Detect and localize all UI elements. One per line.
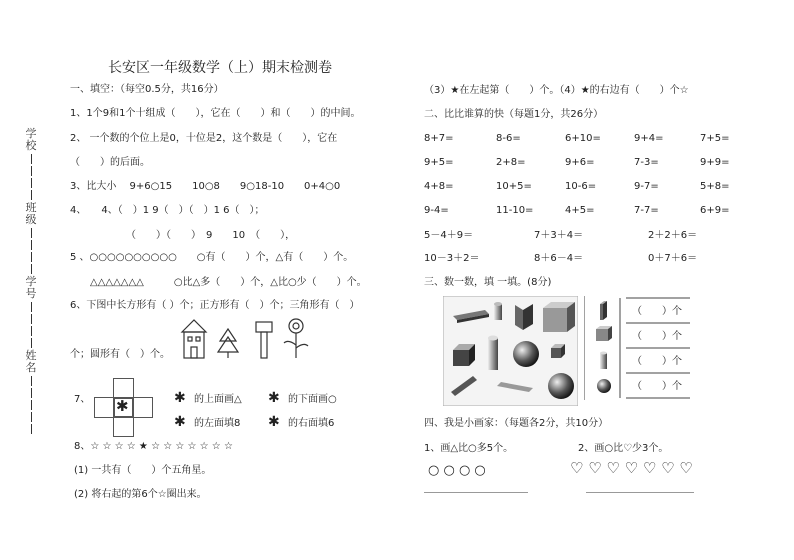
section-4-heading: 四、我是小画家：（每题各2分，共10分） — [424, 418, 609, 429]
count-slot: （ ）个 — [632, 331, 682, 342]
calc-item: 9+9= — [700, 157, 730, 168]
calc-item: 11-10= — [496, 205, 534, 216]
maple-leaf-icon: ✱ — [174, 390, 186, 406]
calc-item: 8-6= — [496, 133, 521, 144]
cube-3d — [596, 326, 612, 341]
question-2-line-2: （ ）的后面。 — [70, 157, 150, 168]
sphere-3d — [548, 373, 574, 399]
cylinder-3d — [494, 302, 502, 320]
chain-item: 0＋7＋6＝ — [648, 253, 698, 264]
calc-item: 9+4= — [634, 133, 664, 144]
question-7-right: 的右面填6 — [288, 418, 335, 429]
maple-leaf-icon: ✱ — [268, 414, 280, 430]
draw-question-1: 1、画△比○多5个。 — [424, 443, 514, 454]
question-8-stars: 8、☆ ☆ ☆ ☆ ★ ☆ ☆ ☆ ☆ ☆ ☆ ☆ — [74, 441, 233, 452]
page-title: 长安区一年级数学（上）期末检测卷 — [108, 60, 332, 76]
sphere-3d — [513, 341, 539, 367]
question-5-line-2: △△△△△△△ ○比△多（ ）个，△比○少（ ）个。 — [90, 277, 367, 288]
calc-item: 8+7= — [424, 133, 454, 144]
maple-leaf-icon: ✱ — [174, 414, 186, 430]
calc-item: 7-7= — [634, 205, 659, 216]
question-1: 1、1个9和1个十组成（ ），它在（ ）和（ ）的中间。 — [70, 108, 361, 119]
question-7-label: 7、 — [74, 394, 91, 405]
calc-item: 6+10= — [565, 133, 601, 144]
maple-leaf-icon: ✱ — [268, 390, 280, 406]
section-3-heading: 三、数一数，填 一填。(8分) — [424, 277, 552, 288]
cuboid-3d — [600, 301, 607, 320]
calc-item: 7+5= — [700, 133, 730, 144]
chain-item: 2＋2＋6＝ — [648, 230, 698, 241]
question-8-part-1: (1) 一共有（ ）个五角星。 — [74, 465, 212, 476]
house-figure — [182, 320, 206, 358]
shapes-figures — [178, 317, 320, 361]
calc-item: 9+5= — [424, 157, 454, 168]
calc-item: 10+5= — [496, 181, 532, 192]
maple-leaf-icon: ✱ — [116, 397, 129, 415]
side-label-class: 班级 — [25, 201, 37, 226]
circle-shapes: ○ ○ ○ ○ — [428, 463, 486, 478]
side-label-number: 学号 — [25, 275, 37, 300]
flower-figure — [284, 319, 308, 358]
side-label-name: 姓名 — [25, 349, 37, 374]
question-4-line-2: （ ）（ ） 9 10 （ ）， — [126, 230, 296, 241]
sphere-3d — [597, 379, 611, 393]
section-2-heading: 二、比比谁算的快（每题1分，共26分） — [424, 109, 604, 120]
calc-item: 10-6= — [565, 181, 597, 192]
side-binding-labels — [22, 128, 40, 436]
calc-item: 4+8= — [424, 181, 454, 192]
calc-item: 2+8= — [496, 157, 526, 168]
count-slot: （ ）个 — [632, 381, 682, 392]
question-5-line-1: 5 、○○○○○○○○○○ ○有（ ）个，△有（ ）个。 — [70, 252, 354, 263]
question-7-above: 的上面画△ — [194, 394, 242, 405]
chain-item: 8＋6－4＝ — [534, 253, 584, 264]
calc-item: 4+5= — [565, 205, 595, 216]
cube-3d — [551, 344, 565, 358]
cylinder-3d — [600, 352, 607, 370]
question-7-below: 的下面画○ — [288, 394, 337, 405]
chain-item: 10－3＋2＝ — [424, 253, 480, 264]
chain-item: 7＋3＋4＝ — [534, 230, 584, 241]
question-8-part-3-4: （3）★在左起第（ ）个。（4）★的右边有（ ）个☆ — [424, 85, 689, 96]
section-1-heading: 一、填空：（每空0.5分，共16分） — [70, 84, 224, 95]
calc-item: 7-3= — [634, 157, 659, 168]
question-3: 3、比大小 9+6○15 10○8 9○18-10 0+4○0 — [70, 181, 341, 192]
calc-item: 5+8= — [700, 181, 730, 192]
heart-shapes: ♡ ♡ ♡ ♡ ♡ ♡ ♡ — [570, 459, 693, 477]
hammer-figure — [256, 322, 272, 358]
tree-figure — [218, 329, 238, 358]
cube-3d — [453, 344, 475, 366]
calc-item: 9-4= — [424, 205, 449, 216]
count-slot: （ ）个 — [632, 356, 682, 367]
cylinder-3d — [488, 336, 498, 371]
calc-item: 9+6= — [565, 157, 595, 168]
cube-3d — [543, 302, 575, 332]
count-slot: （ ）个 — [632, 306, 682, 317]
calc-item: 6+9= — [700, 205, 730, 216]
question-2-line-1: 2、 一个数的个位上是0，十位是2，这个数是（ ），它在 — [70, 133, 338, 144]
solids-picture — [443, 296, 578, 406]
side-label-school: 学校 — [25, 127, 37, 152]
calc-item: 9-7= — [634, 181, 659, 192]
question-4-line-1: 4、 4、（ ）1 9（ ）（ ）1 6（ ）； — [70, 205, 265, 216]
question-8-part-2: (2) 将右起的第6个☆圈出来。 — [74, 489, 207, 500]
question-7-left: 的左面填8 — [194, 418, 241, 429]
answer-line — [424, 492, 528, 493]
draw-question-2: 2、画○比♡少3个。 — [578, 443, 669, 454]
question-6-line-1: 6、下图中长方形有（ ）个；正方形有（ ）个；三角形有（ ） — [70, 300, 360, 311]
answer-line — [586, 492, 694, 493]
question-6-line-2: 个；圆形有（ ）个。 — [70, 349, 170, 360]
chain-item: 5－4＋9＝ — [424, 230, 474, 241]
